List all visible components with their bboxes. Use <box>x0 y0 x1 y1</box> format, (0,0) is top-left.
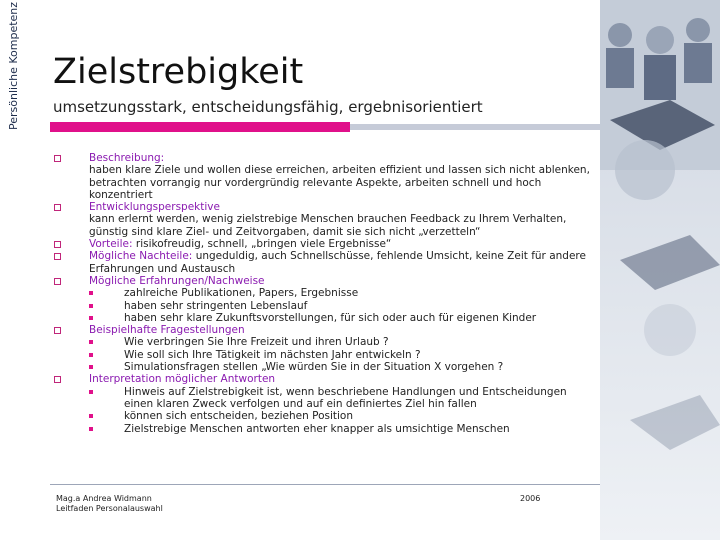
bullet-icon <box>89 353 93 357</box>
bullet-text: zahlreiche Publikationen, Papers, Ergebnisse <box>124 287 359 300</box>
bullet-item <box>54 361 599 373</box>
decorative-photo-strip <box>600 0 720 540</box>
bullet-item <box>54 312 599 324</box>
section-item <box>54 238 599 250</box>
bullet-item <box>54 410 599 422</box>
bullet-text: Simulationsfragen stellen „Wie würden Sie in der Situation X vorgehen ? <box>124 361 504 374</box>
section-label: Mögliche Erfahrungen/Nachweise <box>89 274 265 287</box>
square-bullet-icon <box>54 155 61 162</box>
section-label: Entwicklungsperspektive <box>89 201 220 214</box>
square-bullet-icon <box>54 253 61 260</box>
section-label: Mögliche Nachteile: <box>89 250 193 263</box>
bullet-icon <box>89 291 93 295</box>
page-subtitle: umsetzungsstark, entscheidungsfähig, ergebnisorientiert <box>53 98 483 116</box>
section-label: Beispielhafte Fragestellungen <box>89 324 245 337</box>
section-item <box>54 152 599 201</box>
section-item <box>54 324 599 336</box>
square-bullet-icon <box>54 327 61 334</box>
page-title: Zielstrebigkeit <box>53 52 304 92</box>
section-text: risikofreudig, schnell, „bringen viele Ergebnisse“ <box>135 238 392 251</box>
footer-left <box>56 494 163 514</box>
square-bullet-icon <box>54 376 61 383</box>
section-item <box>54 373 599 385</box>
side-label-text: Persönliche Kompetenz <box>7 1 20 130</box>
footer-doc: Leitfaden Personalauswahl <box>56 504 163 513</box>
bullet-item <box>54 336 599 348</box>
footer-author: Mag.a Andrea Widmann <box>56 494 152 503</box>
bullet-text: Hinweis auf Zielstrebigkeit ist, wenn beschriebene Handlungen und Entscheidungen einen klaren Zweck verfolgen und auf ein definiertes Ziel hin fallen <box>124 385 567 410</box>
bullet-icon <box>89 304 93 308</box>
content-list <box>54 152 599 435</box>
bullet-icon <box>89 316 93 320</box>
bullet-text: Wie soll sich Ihre Tätigkeit im nächsten Jahr entwickeln ? <box>124 348 421 361</box>
bullet-item <box>54 423 599 435</box>
section-text: ungeduldig, auch Schnellschüsse, fehlende Umsicht, keine Zeit für andere Erfahrungen und Austausch <box>89 250 586 275</box>
bullet-text: können sich entscheiden, beziehen Position <box>124 410 354 423</box>
section-text: kann erlernt werden, wenig zielstrebige Menschen brauchen Feedback zu Ihrem Verhalten, günstig sind klare Ziel- und Zeitvorgaben, damit sie sich nicht „verzetteln“ <box>89 213 567 238</box>
footer-divider <box>50 484 600 485</box>
section-label: Beschreibung: <box>89 152 165 164</box>
bullet-item <box>54 349 599 361</box>
bullet-icon <box>89 340 93 344</box>
bullet-item <box>54 386 599 411</box>
bullet-icon <box>89 365 93 369</box>
section-text: haben klare Ziele und wollen diese erreichen, arbeiten effizient und lassen sich nicht ablenken, betrachten vorrangig nur vordergründig relevante Aspekte, arbeiten schnell und hoch konzentriert <box>89 164 590 201</box>
square-bullet-icon <box>54 241 61 248</box>
bullet-icon <box>89 414 93 418</box>
bullet-text: haben sehr klare Zukunftsvorstellungen, für sich oder auch für eigenen Kinder <box>124 311 537 324</box>
accent-bar <box>50 122 350 132</box>
footer-year: 2006 <box>520 494 541 503</box>
square-bullet-icon <box>54 278 61 285</box>
graduates-photo-icon <box>600 0 720 540</box>
bullet-icon <box>89 427 93 431</box>
bullet-text: Zielstrebige Menschen antworten eher knapper als umsichtige Menschen <box>124 422 510 435</box>
side-label <box>7 1 44 130</box>
square-bullet-icon <box>54 204 61 211</box>
section-item <box>54 275 599 287</box>
bullet-text: Wie verbringen Sie Ihre Freizeit und ihren Urlaub ? <box>124 336 389 349</box>
section-item <box>54 201 599 238</box>
section-label: Vorteile: <box>89 238 133 251</box>
bullet-item <box>54 300 599 312</box>
bullet-item <box>54 287 599 299</box>
bullet-text: haben sehr stringenten Lebenslauf <box>124 299 308 312</box>
section-label: Interpretation möglicher Antworten <box>89 373 276 386</box>
bullet-icon <box>89 390 93 394</box>
section-item <box>54 250 599 275</box>
divider-bar <box>350 124 600 130</box>
